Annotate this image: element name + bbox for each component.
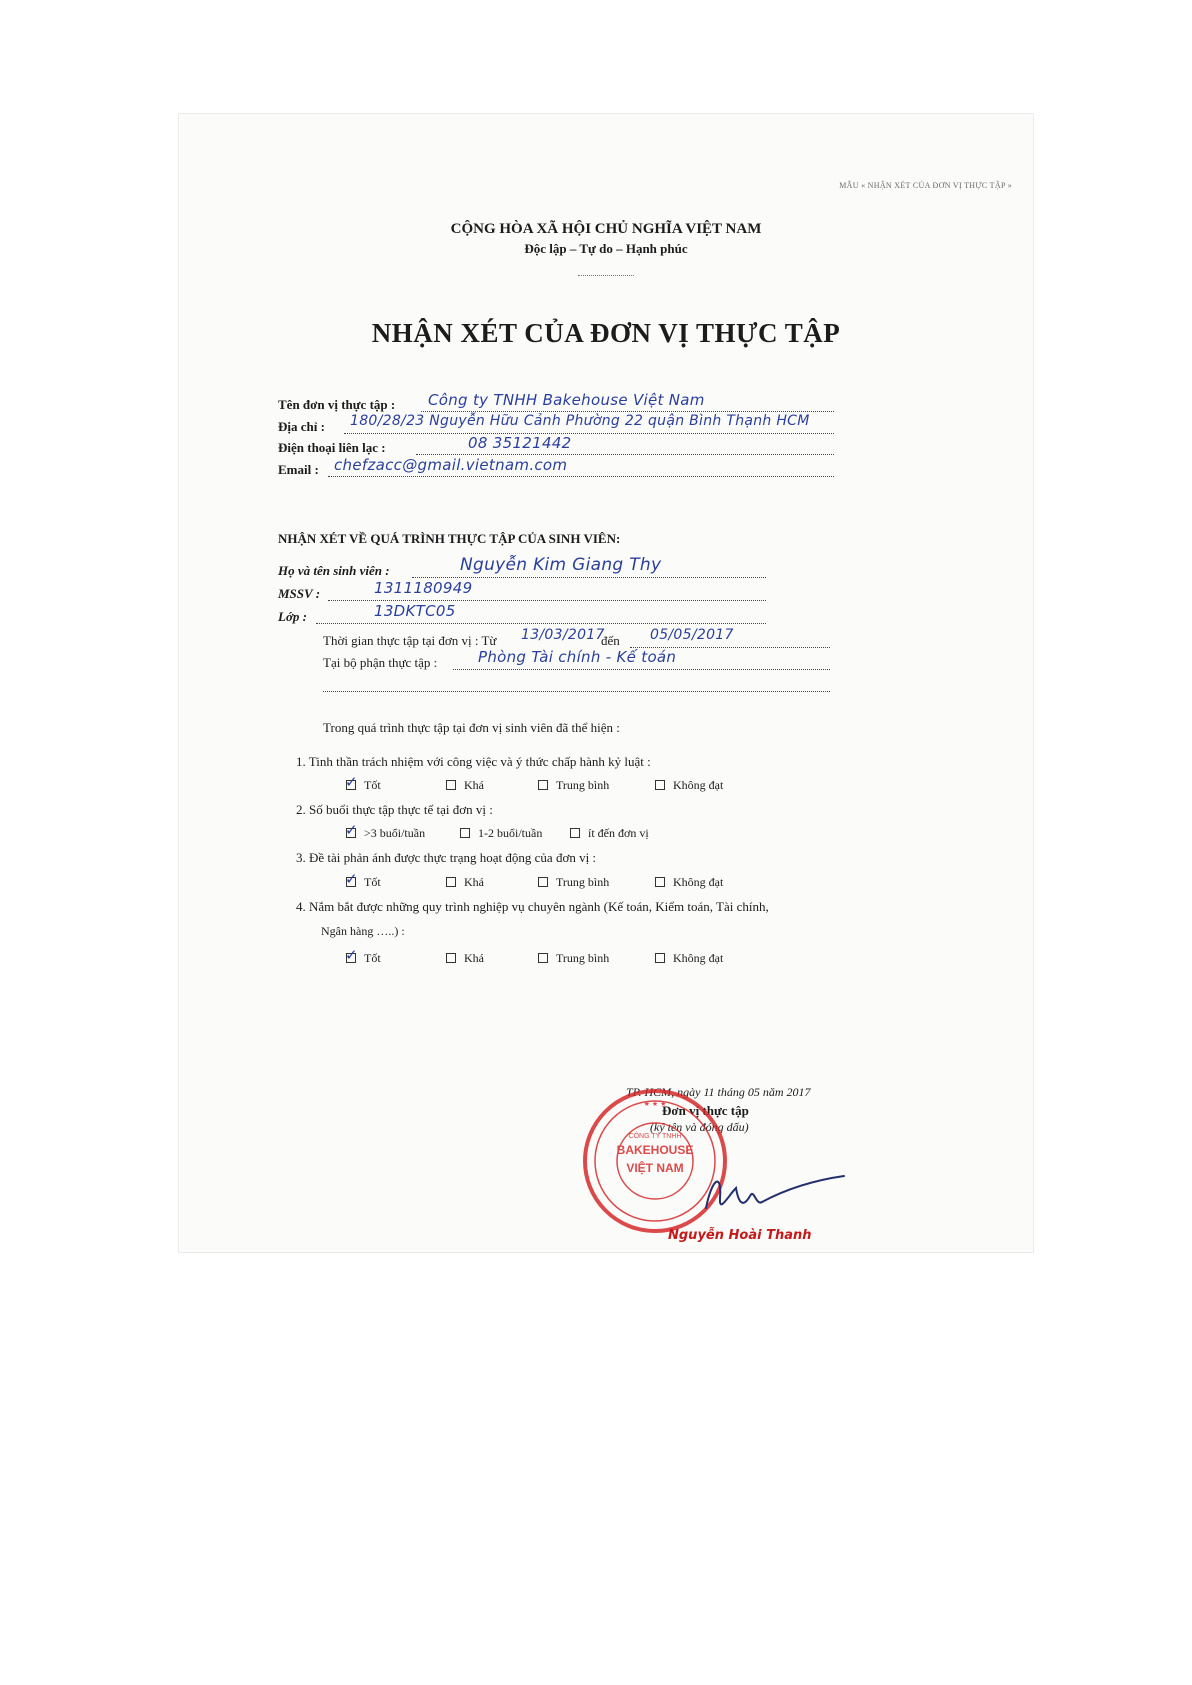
- period-label: Thời gian thực tập tại đơn vị : Từ: [323, 633, 497, 648]
- handwritten-signature: [698, 1158, 848, 1228]
- criterion-4-option-3: Trung bình: [538, 951, 609, 966]
- criterion-4-text: 4. Nắm bắt được những quy trình nghiệp vụ chuyên ngành (Kế toán, Kiểm toán, Tài chính,: [296, 899, 769, 914]
- criterion-1-option-1: ✓Tốt: [346, 778, 381, 793]
- checkbox-icon: [446, 953, 456, 963]
- document-title: NHẬN XÉT CỦA ĐƠN VỊ THỰC TẬP: [371, 318, 841, 348]
- checkbox-icon: [446, 780, 456, 790]
- dotted-line: [416, 454, 834, 455]
- criterion-2-text: 2. Số buổi thực tập thực tế tại đơn vị :: [296, 802, 493, 817]
- dotted-line: [328, 600, 766, 601]
- checked-box-icon: [346, 877, 356, 887]
- svg-text:CÔNG TY TNHH: CÔNG TY TNHH: [628, 1133, 682, 1140]
- phone-value: 08 35121442: [468, 434, 572, 452]
- checkbox-icon: [446, 877, 456, 887]
- checkbox-icon: [655, 953, 665, 963]
- checked-box-icon: [346, 828, 356, 838]
- student-name-row: [278, 563, 390, 579]
- email-row: [278, 462, 319, 478]
- criterion-1-option-2: Khá: [446, 778, 484, 793]
- period-to-label: đến: [601, 633, 620, 648]
- criterion-4-option-2: Khá: [446, 951, 484, 966]
- student-id-value: 1311180949: [374, 579, 473, 597]
- criterion-1-text: 1. Tinh thần trách nhiệm với công việc và ý thức chấp hành kỷ luật :: [296, 754, 651, 769]
- class-row: [278, 609, 307, 625]
- criterion-2-option-2: 1-2 buổi/tuần: [460, 826, 542, 841]
- dept-value: Phòng Tài chính - Kế toán: [478, 648, 677, 666]
- motto: Độc lập – Tự do – Hạnh phúc: [524, 241, 688, 256]
- checkbox-icon: [655, 780, 665, 790]
- checkbox-icon: [460, 828, 470, 838]
- checkbox-icon: [538, 877, 548, 887]
- criterion-1-option-4: Không đạt: [655, 778, 723, 793]
- criterion-3-text: 3. Đề tài phản ánh được thực trạng hoạt động của đơn vị :: [296, 850, 597, 865]
- checkbox-icon: [655, 877, 665, 887]
- intro-text: Trong quá trình thực tập tại đơn vị sinh viên đã thể hiện :: [323, 720, 620, 735]
- nation-heading: CỘNG HÒA XÃ HỘI CHỦ NGHĨA VIỆT NAM: [450, 221, 762, 237]
- period-from-value: 13/03/2017: [521, 627, 605, 643]
- checkbox-icon: [538, 780, 548, 790]
- form-code: MẪU « NHẬN XÉT CỦA ĐƠN VỊ THỰC TẬP »: [839, 181, 1012, 190]
- email-value: chefzacc@gmail.vietnam.com: [334, 456, 568, 474]
- criterion-3-option-2: Khá: [446, 875, 484, 890]
- checked-box-icon: [346, 953, 356, 963]
- address-value: 180/28/23 Nguyễn Hữu Cảnh Phường 22 quận Bình Thạnh HCM: [350, 413, 810, 429]
- checkbox-icon: [538, 953, 548, 963]
- criterion-3-option-1: ✓Tốt: [346, 875, 381, 890]
- dotted-line: [421, 411, 834, 412]
- section-title: NHẬN XÉT VỀ QUÁ TRÌNH THỰC TẬP CỦA SINH VIÊN:: [278, 531, 621, 546]
- criterion-3-option-4: Không đạt: [655, 875, 723, 890]
- scanned-document: [178, 113, 1034, 1253]
- dept-label: Tại bộ phận thực tập :: [323, 655, 438, 670]
- unit-name-value: Công ty TNHH Bakehouse Việt Nam: [428, 391, 705, 409]
- phone-row: [278, 440, 386, 456]
- sign-note: (ký tên và đóng dấu): [650, 1120, 749, 1134]
- signer-name: Nguyễn Hoài Thanh: [668, 1228, 812, 1243]
- svg-text:★ ★ ★: ★ ★ ★: [643, 1101, 667, 1108]
- svg-text:BAKEHOUSE: BAKEHOUSE: [616, 1143, 694, 1157]
- dotted-line: [328, 476, 834, 477]
- criterion-4-text-cont: Ngân hàng …..) :: [321, 924, 405, 938]
- address-label: Địa chỉ :: [278, 419, 325, 434]
- svg-text:VIỆT NAM: VIỆT NAM: [626, 1161, 684, 1175]
- phone-label: Điện thoại liên lạc :: [278, 440, 386, 455]
- sign-date: TP. HCM, ngày 11 tháng 05 năm 2017: [626, 1085, 811, 1099]
- period-to-value: 05/05/2017: [650, 627, 734, 643]
- criterion-4-option-1: ✓Tốt: [346, 951, 381, 966]
- separator: [578, 275, 634, 276]
- dotted-line: [323, 691, 830, 692]
- dotted-line: [316, 623, 766, 624]
- criterion-2-option-1: ✓>3 buổi/tuần: [346, 826, 425, 841]
- class-label: Lớp :: [278, 609, 307, 624]
- email-label: Email :: [278, 462, 319, 477]
- unit-name-label: Tên đơn vị thực tập :: [278, 397, 396, 412]
- dotted-line: [453, 669, 830, 670]
- dotted-line: [344, 433, 834, 434]
- sign-unit: Đơn vị thực tập: [662, 1103, 749, 1118]
- criterion-4-option-4: Không đạt: [655, 951, 723, 966]
- checkbox-icon: [570, 828, 580, 838]
- dotted-line: [412, 577, 766, 578]
- checked-box-icon: [346, 780, 356, 790]
- student-name-value: Nguyễn Kim Giang Thy: [460, 555, 662, 575]
- class-value: 13DKTC05: [374, 602, 456, 620]
- criterion-2-option-3: ít đến đơn vị: [570, 826, 649, 841]
- criterion-1-option-3: Trung bình: [538, 778, 609, 793]
- student-id-label: MSSV :: [278, 586, 321, 601]
- student-name-label: Họ và tên sinh viên :: [278, 563, 390, 578]
- criterion-3-option-3: Trung bình: [538, 875, 609, 890]
- unit-name-row: [278, 397, 395, 413]
- student-id-row: [278, 586, 320, 602]
- address-row: [278, 419, 325, 435]
